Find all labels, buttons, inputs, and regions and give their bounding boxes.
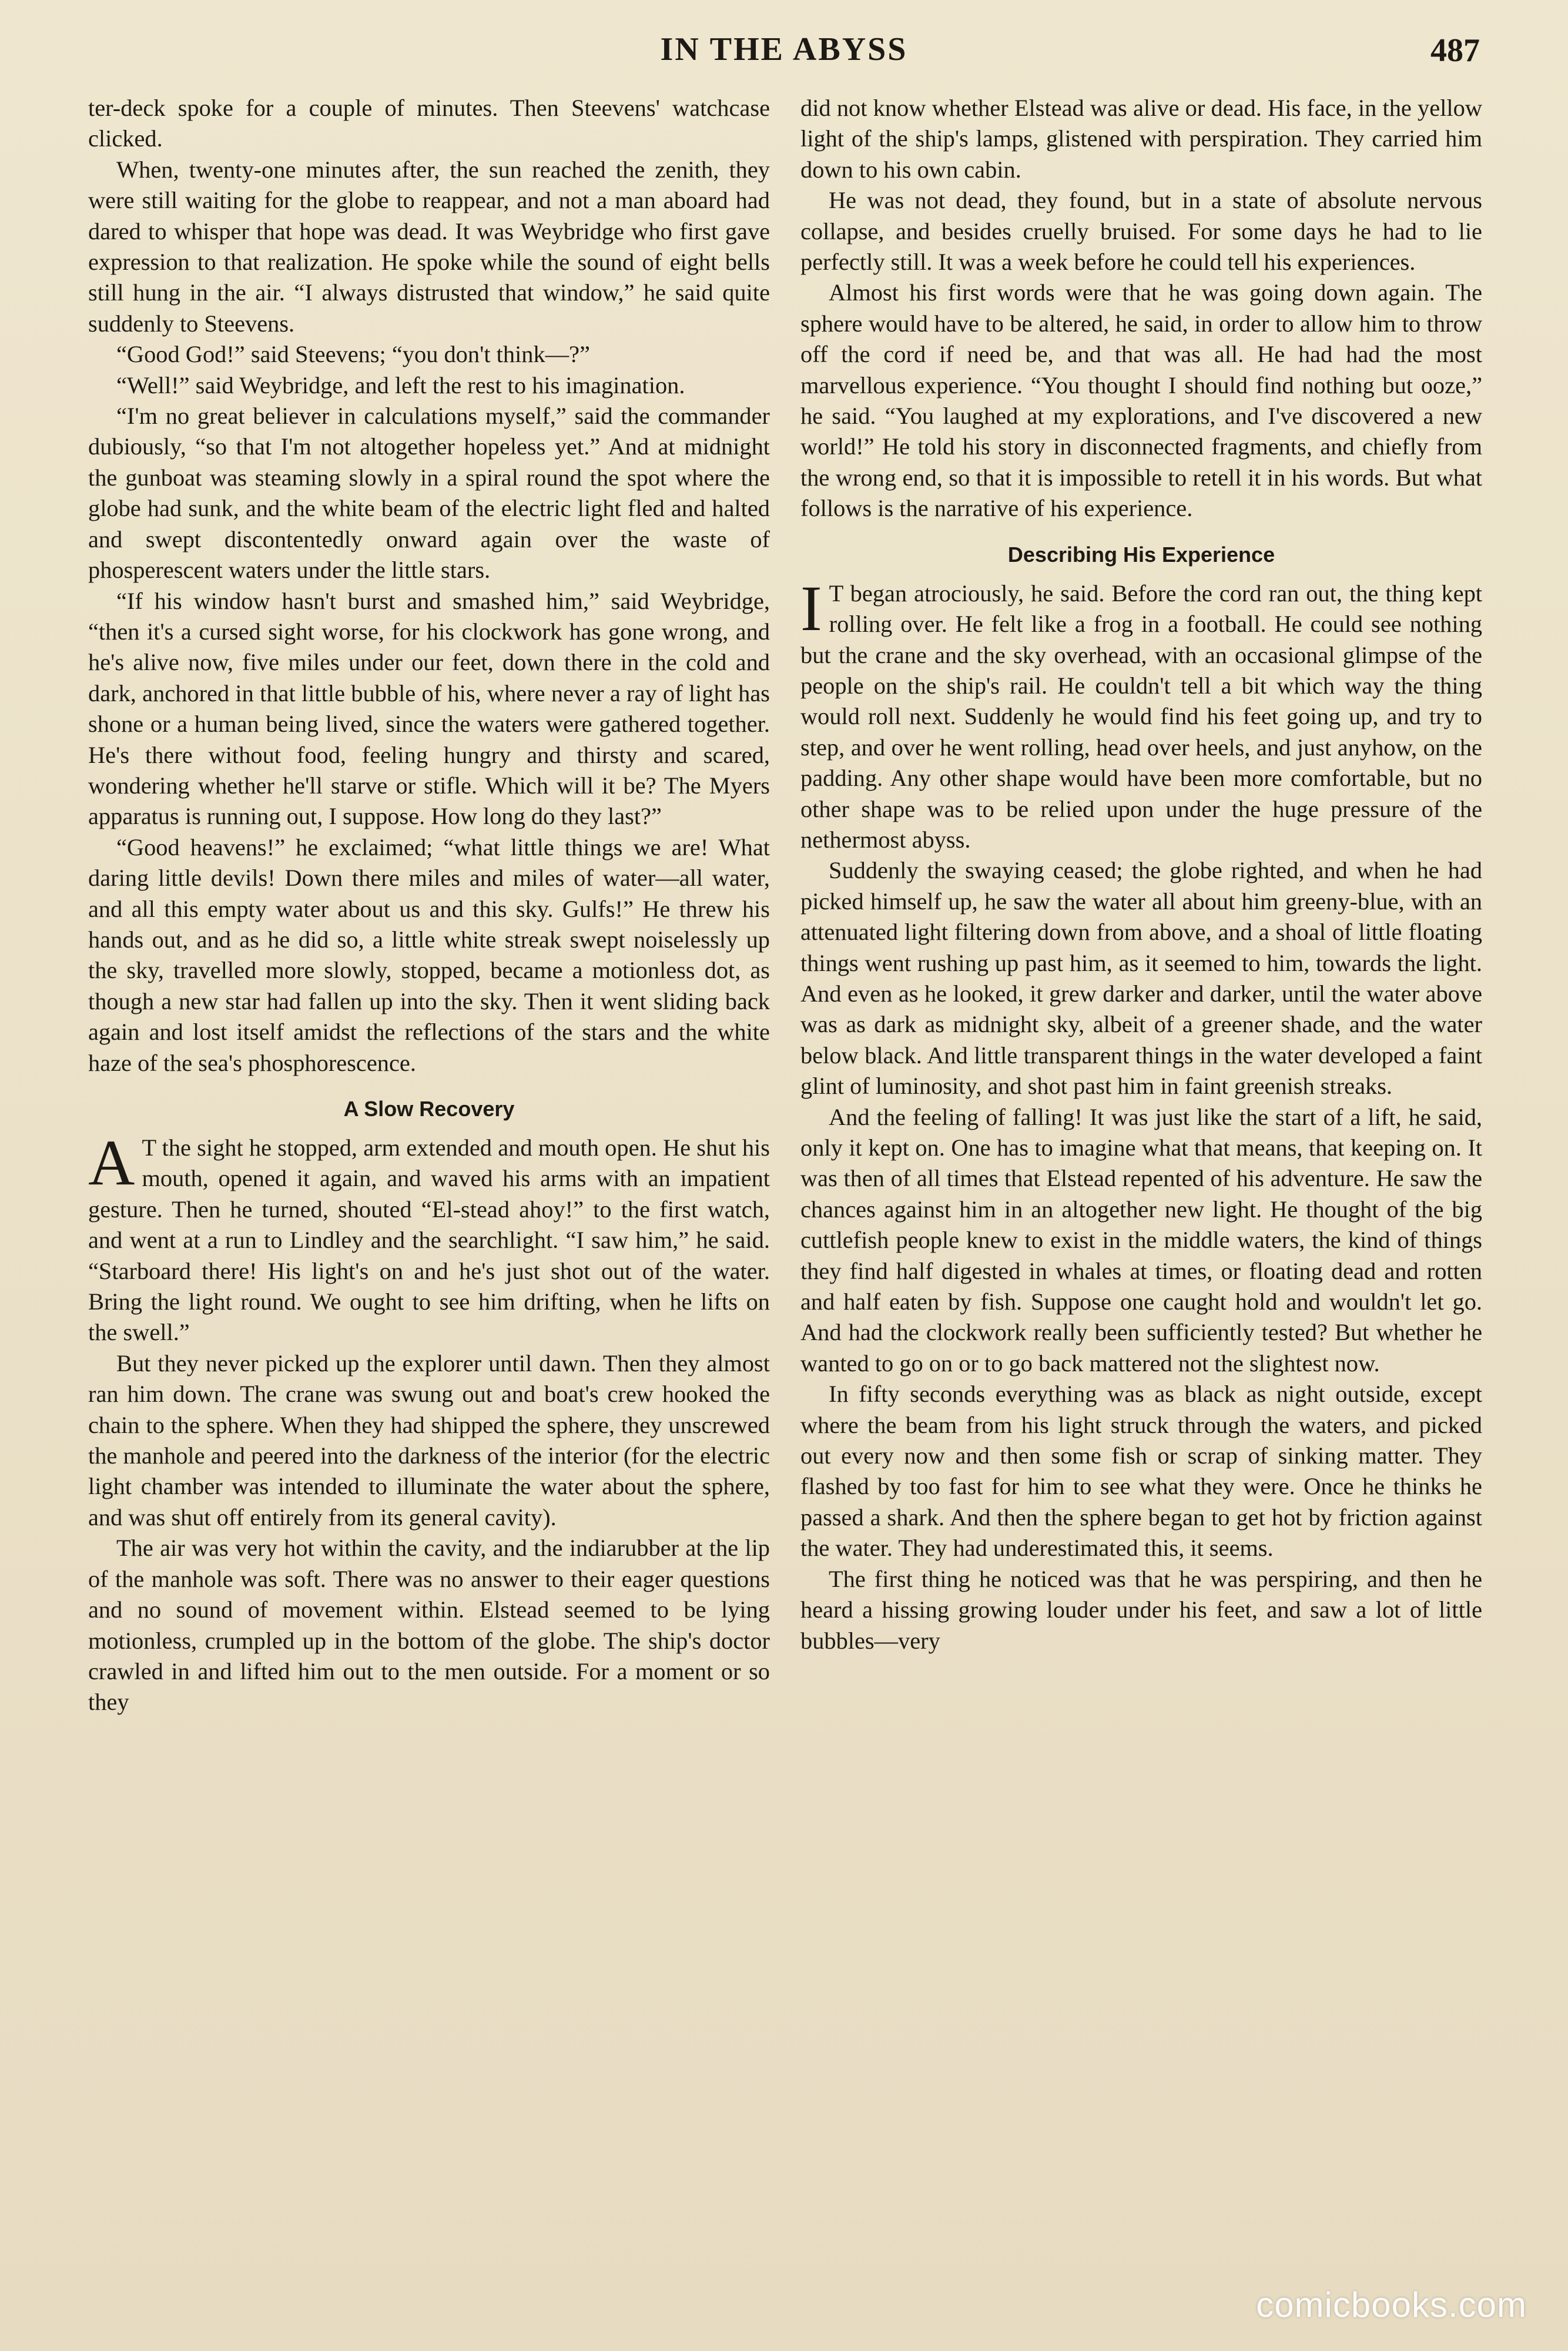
section-heading: Describing His Experience	[1007, 542, 1275, 567]
paragraph: But they never picked up the explorer until dawn. Then they almost ran him down. The crane was swung out and boat's crew hooked the chain to the sphere. When they had shipped the sphere, they unscrewed the manhole and peered into the darkness of the interior (for the electric light chamber was intended to illuminate the water about the sphere, and was shut off entirely from its general cavity).	[88, 1349, 770, 1531]
left-column	[88, 93, 770, 1718]
paragraph-text: T the sight he stopped, arm extended and mouth open. He shut his mouth, opened it again, and waved his arms with an impatient gesture. Then he turned, shouted “El-stead ahoy!” to the first watch, and went at a run to Lindley and the searchlight. “I saw him,” he said. “Starboard there! His light's on and he's just shot out of the water. Bring the light round. We ought to see him drifting, when he lifts on the swell.”	[88, 1134, 770, 1346]
watermark: comicbooks.com	[1256, 2285, 1527, 2325]
paragraph: Suddenly the swaying ceased; the globe righted, and when he had picked himself up, he saw the water all about him greeny-blue, with an attenuated light filtering down from above, and a shoal of little floating things went rushing up past him, as it seemed to him, towards the light. And even as he looked, it grew darker and darker, until the water above was as dark as midnight sky, albeit of a greener shade, and the water below black. And little transparent things in the water developed a faint glint of luminosity, and shot past him in faint greenish streaks.	[800, 857, 1482, 1100]
paragraph: did not know whether Elstead was alive or dead. His face, in the yellow light of the ship's lamps, glistened with perspiration. They carried him down to his own cabin.	[800, 95, 1482, 183]
paragraph-text: T began atrociously, he said. Before the cord ran out, the thing kept rolling over. He felt like a frog in a football. He could see nothing but the crane and the sky overhead, with an occasional glimpse of the people on the ship's rail. He couldn't tell a bit which way the thing would roll next. Suddenly he would find his feet going up, and try to step, and over he went rolling, head over heels, and just anyhow, on the padding. Any other shape would have been more comfortable, but no other shape was to be relied upon under the huge pressure of the nethermost abyss.	[800, 580, 1482, 853]
paragraph: “If his window hasn't burst and smashed him,” said Weybridge, “then it's a cursed sight worse, for his clockwork has gone wrong, and he's alive now, five miles under our feet, down there in the cold and dark, anchored in that little bubble of his, where never a ray of light has shone or a human being lived, since the waters were gathered together. He's there without food, feeling hungry and thirsty and scared, wondering whether he'll starve or stifle. Which will it be? The Myers apparatus is running out, I suppose. How long do they last?”	[88, 587, 770, 830]
paragraph: “Good God!” said Steevens; “you don't think—?”	[116, 341, 590, 368]
paragraph	[88, 1127, 770, 1348]
paragraph: “Good heavens!” he exclaimed; “what little things we are! What daring little devils! Down there miles and miles of water—all water, and all this empty water about us and this sky. Gulfs!” He threw his hands out, and as he did so, a little white streak swept noiselessly up the sky, travelled more slowly, stopped, became a motionless dot, as though a new star had fallen up into the sky. Then it went sliding back again and lost itself amidst the reflections of the stars and the white haze of the sea's phosphorescence.	[88, 833, 770, 1076]
paragraph: The air was very hot within the cavity, and the indiarubber at the lip of the manhole was soft. There was no answer to their eager questions and no sound of movement within. Elstead seemed to be lying motionless, crumpled up in the bottom of the globe. The ship's doctor crawled in and lifted him out to the men outside. For a moment or so they	[88, 1535, 770, 1716]
paragraph: When, twenty-one minutes after, the sun reached the zenith, they were still waiting for the globe to reappear, and not a man aboard had dared to whisper that hope was dead. It was Weybridge who first gave expression to that realization. He spoke while the sound of eight bells still hung in the air. “I always distrusted that window,” he said quite suddenly to Steevens.	[88, 156, 770, 337]
drop-cap: A	[88, 1127, 135, 1198]
drop-cap: I	[800, 572, 822, 644]
paragraph: Almost his first words were that he was going down again. The sphere would have to be altered, he said, in order to allow him to throw off the cord if need be, and that was all. He had had the most marvellous experience. “You thought I should find nothing but ooze,” he said. “You laughed at my explorations, and I've discovered a new world!” He told his story in disconnected fragments, and chiefly from the wrong end, so that it is impossible to retell it in his words. But what follows is the narrative of his experience.	[800, 279, 1482, 522]
paragraph: He was not dead, they found, but in a state of absolute nervous collapse, and besides cruelly bruised. For some days he had to lie perfectly still. It was a week before he could tell his experiences.	[800, 187, 1482, 276]
page-number: 487	[1430, 32, 1480, 69]
paragraph: “I'm no great believer in calculations myself,” said the commander dubiously, “so that I'm not altogether hopeless yet.” And at midnight the gunboat was steaming slowly in a spiral round the spot where the globe had sunk, and the white beam of the electric light fled and halted and swept discontentedly onward again over the waste of phosperescent waters under the little stars.	[88, 403, 770, 584]
paragraph: “Well!” said Weybridge, and left the rest to his imagination.	[116, 371, 685, 398]
section-heading: A Slow Recovery	[343, 1097, 515, 1121]
page-header	[88, 31, 1480, 78]
paragraph	[800, 572, 1482, 856]
right-column	[800, 93, 1482, 1656]
running-title: IN THE ABYSS	[660, 31, 908, 68]
paragraph: And the feeling of falling! It was just like the start of a lift, he said, only it kept on. One has to imagine what that means, that keeping on. It was then of all times that Elstead repented of his adventure. He saw the chances against him in an altogether new light. He thought of the big cuttlefish people knew to exist in the middle waters, the kind of things they find half digested in whales at times, or floating dead and rotten and half eaten by fish. Suppose one caught hold and wouldn't let go. And had the clockwork really been sufficiently tested? But whether he wanted to go on or to go back mattered not the slightest now.	[800, 1103, 1482, 1377]
paragraph: ter-deck spoke for a couple of minutes. Then Steevens' watchcase clicked.	[88, 95, 770, 152]
paragraph: The first thing he noticed was that he was perspiring, and then he heard a hissing growing louder under his feet, and saw a lot of little bubbles—very	[800, 1565, 1482, 1654]
paragraph: In fifty seconds everything was as black as night outside, except where the beam from his light struck through the waters, and picked out every now and then some fish or scrap of sinking matter. They flashed by too fast for him to see what they were. Once he thinks he passed a shark. And then the sphere began to get hot by friction against the water. They had underestimated this, it seems.	[800, 1381, 1482, 1562]
